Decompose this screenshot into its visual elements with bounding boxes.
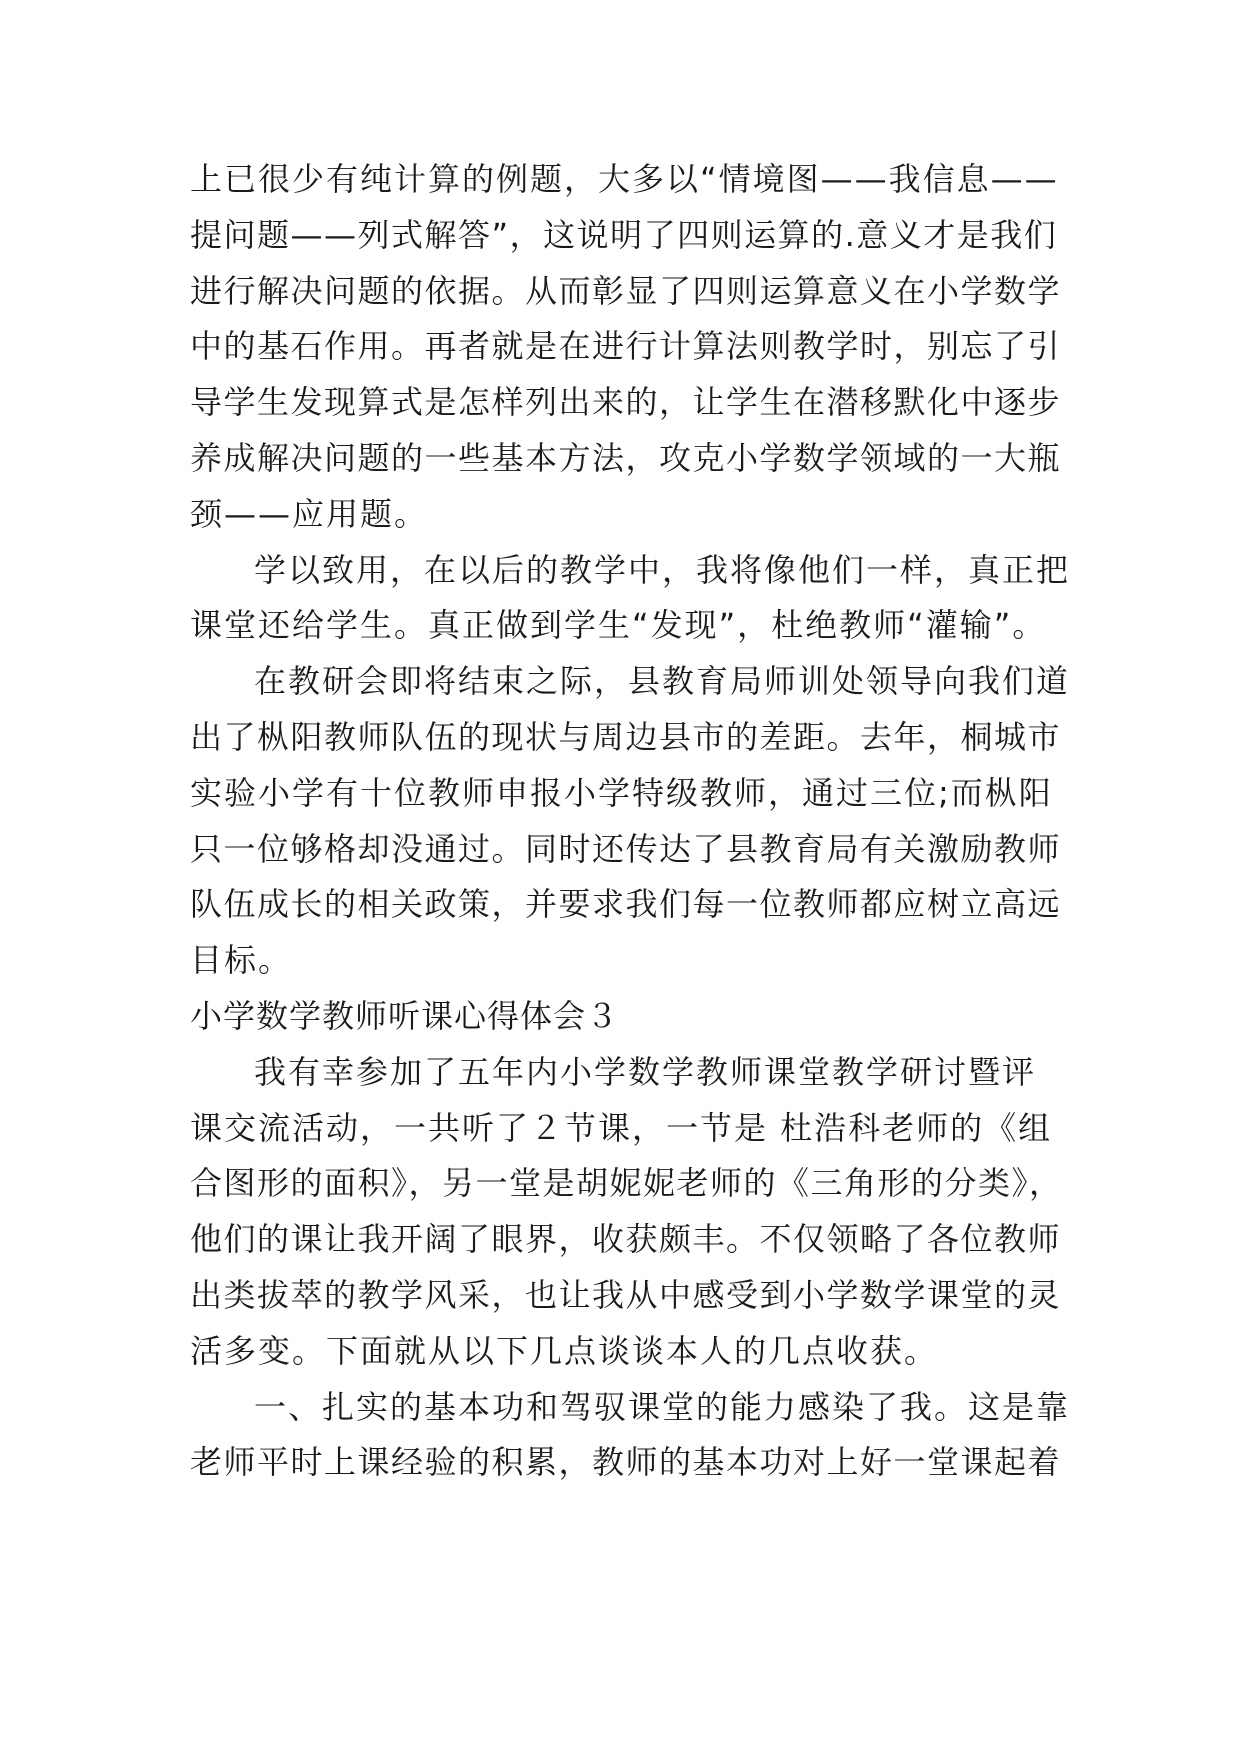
text-line: 活多变。下面就从以下几点谈谈本人的几点收获。	[190, 1331, 939, 1370]
section-heading: 小学数学教师听课心得体会３	[190, 996, 620, 1035]
text-line: 出了枞阳教师队伍的现状与周边县市的差距。去年，桐城市	[190, 717, 1062, 756]
text-line: 我有幸参加了五年内小学数学教师课堂教学研讨暨评	[254, 1052, 1037, 1091]
text-line: 导学生发现算式是怎样列出来的，让学生在潜移默化中逐步	[190, 383, 1062, 422]
paragraph	[190, 1380, 1070, 1492]
text-line: 上已很少有纯计算的例题，大多以“情境图——我信息——	[190, 160, 1059, 198]
text-line: 队伍成长的相关政策，并要求我们每一位教师都应树立高远	[190, 885, 1062, 924]
text-line: 一、扎实的基本功和驾驭课堂的能力感染了我。这是靠	[254, 1387, 1071, 1426]
text-line: 在教研会即将结束之际，县教育局师训处领导向我们道	[254, 662, 1071, 701]
text-line: 课堂还给学生。真正做到学生“发现”，杜绝教师“灌输”。	[190, 606, 1047, 645]
text-line: 他们的课让我开阔了眼界，收获颇丰。不仅领略了各位教师	[190, 1220, 1062, 1259]
text-line: 养成解决问题的一些基本方法，攻克小学数学领域的一大瓶	[190, 438, 1062, 477]
text-line: 目标。	[190, 941, 293, 980]
text-line: 进行解决问题的依据。从而彰显了四则运算意义在小学数学	[190, 271, 1062, 310]
paragraph	[190, 543, 1070, 655]
paragraph	[190, 654, 1070, 989]
text-line: 课交流活动，一共听了２节课，一节是 杜浩科老师的《组	[190, 1108, 1053, 1147]
text-line: 出类拔萃的教学风采，也让我从中感受到小学数学课堂的灵	[190, 1275, 1062, 1314]
text-line: 中的基石作用。再者就是在进行计算法则教学时，别忘了引	[190, 327, 1062, 366]
text-line: 学以致用，在以后的教学中，我将像他们一样，真正把	[254, 550, 1071, 589]
text-line: 颈——应用题。	[190, 494, 429, 533]
text-line: 实验小学有十位教师申报小学特级教师，通过三位;而枞阳	[190, 773, 1053, 812]
text-line: 提问题——列式解答”，这说明了四则运算的.意义才是我们	[190, 215, 1058, 254]
document-body	[190, 152, 1070, 1491]
paragraph	[190, 1045, 1070, 1380]
text-line: 合图形的面积》，另一堂是胡妮妮老师的《三角形的分类》，	[190, 1164, 1063, 1203]
text-line: 老师平时上课经验的积累，教师的基本功对上好一堂课起着	[190, 1443, 1062, 1482]
text-line: 只一位够格却没通过。同时还传达了县教育局有关激励教师	[190, 829, 1062, 868]
paragraph	[190, 152, 1070, 543]
